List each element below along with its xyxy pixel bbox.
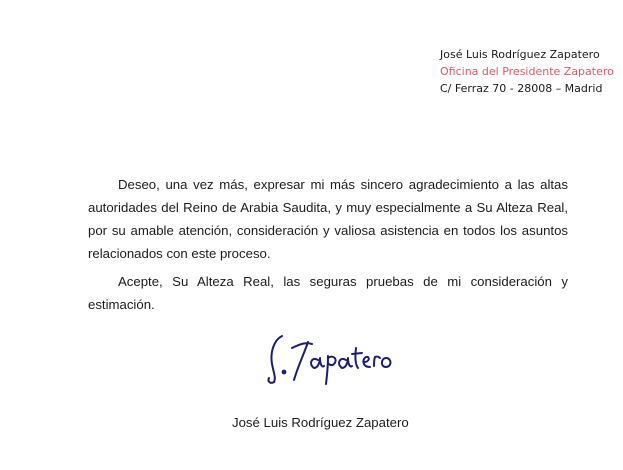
letterhead xyxy=(440,46,614,97)
letter-paragraph-closing: Acepte, Su Alteza Real, las seguras pruebas de mi consideración y estimación. xyxy=(88,274,568,312)
letterhead-name: José Luis Rodríguez Zapatero xyxy=(440,48,600,61)
signer-name: José Luis Rodríguez Zapatero xyxy=(232,415,409,430)
letter-paragraph-gratitude: Deseo, una vez más, expresar mi más sincero agradecimiento a las altas autoridades del Reino de Arabia Saudita, y muy especialmente a Su Alteza Real, por su amable atención, consideración y valiosa asistencia en todos los asuntos relacionados con este proceso. xyxy=(88,177,568,261)
letterhead-office: Oficina del Presidente Zapatero xyxy=(440,65,614,78)
handwritten-signature xyxy=(262,322,402,392)
letterhead-address: C/ Ferraz 70 - 28008 – Madrid xyxy=(440,82,603,95)
